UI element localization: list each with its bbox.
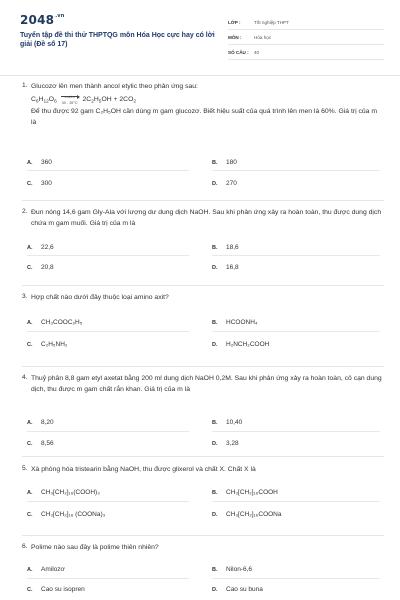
question-text: Thuỷ phân 8,8 gam etyl axetat bằng 200 ml dung dịch NaOH 0,2M. Sau khi phản ứng xảy ra hoàn toàn, cô cạn dung dịch, thu được m gam chất rắn khan. Giá trị của m là — [31, 375, 382, 393]
question-number: 2. — [22, 208, 28, 215]
option-text: 22,6 — [41, 244, 54, 251]
option-text: CH₃COOC₂H₅ — [41, 319, 83, 326]
option-b[interactable] — [212, 566, 252, 573]
option-divider — [27, 578, 189, 579]
option-letter: B. — [212, 567, 218, 573]
meta-key: MÔN : — [228, 34, 242, 40]
option-d[interactable] — [212, 511, 282, 518]
option-b[interactable] — [212, 319, 258, 326]
option-letter: A. — [27, 160, 33, 166]
option-letter: D. — [212, 587, 218, 593]
option-letter: B. — [212, 320, 218, 326]
option-d[interactable] — [212, 586, 263, 593]
option-c[interactable] — [27, 440, 54, 447]
option-text: HCOONH₄ — [226, 319, 258, 326]
option-letter: A. — [27, 490, 33, 496]
question-body: Để thu được 92 gam C₂H₅OH cần dùng m gam glucozơ. Biết hiệu suất của quá trình lên men là 60%. Giá trị của m là — [31, 108, 378, 126]
option-letter: D. — [212, 342, 218, 348]
option-letter: C. — [27, 342, 33, 348]
option-a[interactable] — [27, 419, 54, 426]
option-a[interactable] — [27, 489, 100, 496]
option-letter: C. — [27, 181, 33, 187]
option-letter: B. — [212, 245, 218, 251]
question-text: Polime nào sau đây là polime thiên nhiên? — [31, 544, 159, 551]
option-divider — [27, 501, 189, 502]
meta-value: Hóa học — [254, 34, 272, 40]
option-letter: D. — [212, 441, 218, 447]
question-separator — [22, 456, 384, 457]
option-divider — [212, 578, 380, 579]
option-divider — [27, 170, 189, 171]
option-c[interactable] — [27, 511, 105, 518]
question-separator — [22, 200, 384, 201]
option-letter: C. — [27, 587, 33, 593]
option-letter: B. — [212, 490, 218, 496]
meta-key: LỚP : — [228, 19, 241, 25]
option-text: 20,8 — [41, 264, 54, 271]
meta-value: 40 — [254, 49, 260, 55]
reaction-equation: $C_6H_{12}O_6$ 30 - 35°C $2C_2H_5OH + 2CO_2$ — [31, 94, 383, 106]
exam-title: Tuyển tập đề thi thử THPTQG môn Hóa Học cực hay có lời giải (Đề số 17) — [20, 32, 215, 48]
option-divider — [212, 431, 380, 432]
option-text: Amilozơ — [41, 566, 65, 573]
option-b[interactable] — [212, 419, 242, 426]
question-number: 6. — [22, 543, 28, 550]
question-text — [31, 82, 383, 128]
option-letter: B. — [212, 160, 218, 166]
option-c[interactable] — [27, 341, 67, 348]
option-letter: D. — [212, 265, 218, 271]
logo-text: 2048 — [20, 13, 55, 27]
option-letter: A. — [27, 245, 33, 251]
question-separator — [22, 535, 384, 536]
option-text: 16,8 — [226, 264, 239, 271]
question-text: Đun nóng 14,6 gam Gly-Ala với lượng dư dung dịch NaOH. Sau khi phản ứng xảy ra hoàn toàn, thu được dung dịch chứa m gam muối. Giá trị của m là — [31, 209, 382, 227]
question-text: Hợp chất nào dưới đây thuộc loại amino axit? — [31, 294, 169, 301]
option-text: 270 — [226, 180, 237, 187]
reaction-condition-bottom: 30 - 35°C — [61, 100, 78, 105]
option-letter: B. — [212, 420, 218, 426]
option-letter: A. — [27, 567, 33, 573]
option-letter: A. — [27, 420, 33, 426]
question-number: 3. — [22, 293, 28, 300]
option-text: 10,40 — [226, 419, 243, 426]
option-text: 8,20 — [41, 419, 54, 426]
question-intro: Glucozơ lên men thành ancol etylic theo phản ứng sau: — [31, 83, 198, 90]
option-text: 3,28 — [226, 440, 239, 447]
question-number: 5. — [22, 465, 28, 472]
option-divider — [27, 331, 189, 332]
option-text: H₂NCH₂COOH — [226, 341, 270, 348]
question-text: Xà phòng hóa tristearin bằng NaOH, thu được glixerol và chất X. Chất X là — [31, 466, 256, 473]
option-a[interactable] — [27, 159, 52, 166]
exam-meta — [228, 15, 384, 60]
page-header — [0, 0, 400, 76]
option-letter: C. — [27, 441, 33, 447]
option-text: 180 — [226, 159, 237, 166]
option-divider — [27, 255, 189, 256]
option-text: CH₃[CH₂]₁₆COOH — [226, 489, 278, 496]
option-text: Nilon-6,6 — [226, 566, 253, 573]
meta-row-subject — [228, 30, 384, 45]
option-divider — [212, 170, 380, 171]
meta-row-class — [228, 15, 384, 30]
option-divider — [27, 431, 189, 432]
option-text: C₂H₅NH₂ — [41, 341, 68, 348]
meta-key: SỐ CÂU : — [228, 49, 249, 55]
option-divider — [212, 501, 380, 502]
logo-suffix: .vn — [55, 13, 65, 19]
option-divider — [212, 255, 380, 256]
option-letter: C. — [27, 512, 33, 518]
option-d[interactable] — [212, 180, 237, 187]
option-c[interactable] — [27, 586, 85, 593]
option-text: 18,6 — [226, 244, 239, 251]
question-separator — [22, 366, 384, 367]
option-c[interactable] — [27, 264, 54, 271]
option-letter: D. — [212, 512, 218, 518]
option-text: 300 — [41, 180, 52, 187]
question-number: 4. — [22, 374, 28, 381]
option-b[interactable] — [212, 489, 278, 496]
option-text: CH₃[CH₂]₁₆(COOH)₃ — [41, 489, 100, 496]
option-b[interactable] — [212, 244, 239, 251]
option-a[interactable] — [27, 319, 82, 326]
option-letter: A. — [27, 320, 33, 326]
question-number: 1. — [22, 82, 28, 89]
option-d[interactable] — [212, 440, 239, 447]
question-separator — [22, 285, 384, 286]
option-letter: C. — [27, 265, 33, 271]
option-text: Cao su isopren — [41, 586, 85, 593]
meta-value: Tốt nghiệp THPT — [254, 19, 289, 25]
option-a[interactable] — [27, 244, 54, 251]
option-text: CH₃[CH₂]₁₆COONa — [226, 511, 282, 518]
option-d[interactable] — [212, 341, 269, 348]
option-d[interactable] — [212, 264, 239, 271]
site-logo[interactable] — [20, 13, 65, 27]
option-letter: D. — [212, 181, 218, 187]
reaction-arrow — [59, 94, 81, 105]
option-text: 8,56 — [41, 440, 54, 447]
meta-row-count — [228, 45, 384, 60]
option-text: Cao su buna — [226, 586, 263, 593]
option-text: CH₃[CH₂]₁₆ (COONa)₃ — [41, 511, 106, 518]
option-text: 360 — [41, 159, 52, 166]
option-b[interactable] — [212, 159, 237, 166]
option-a[interactable] — [27, 566, 65, 573]
option-c[interactable] — [27, 180, 52, 187]
option-divider — [212, 331, 380, 332]
